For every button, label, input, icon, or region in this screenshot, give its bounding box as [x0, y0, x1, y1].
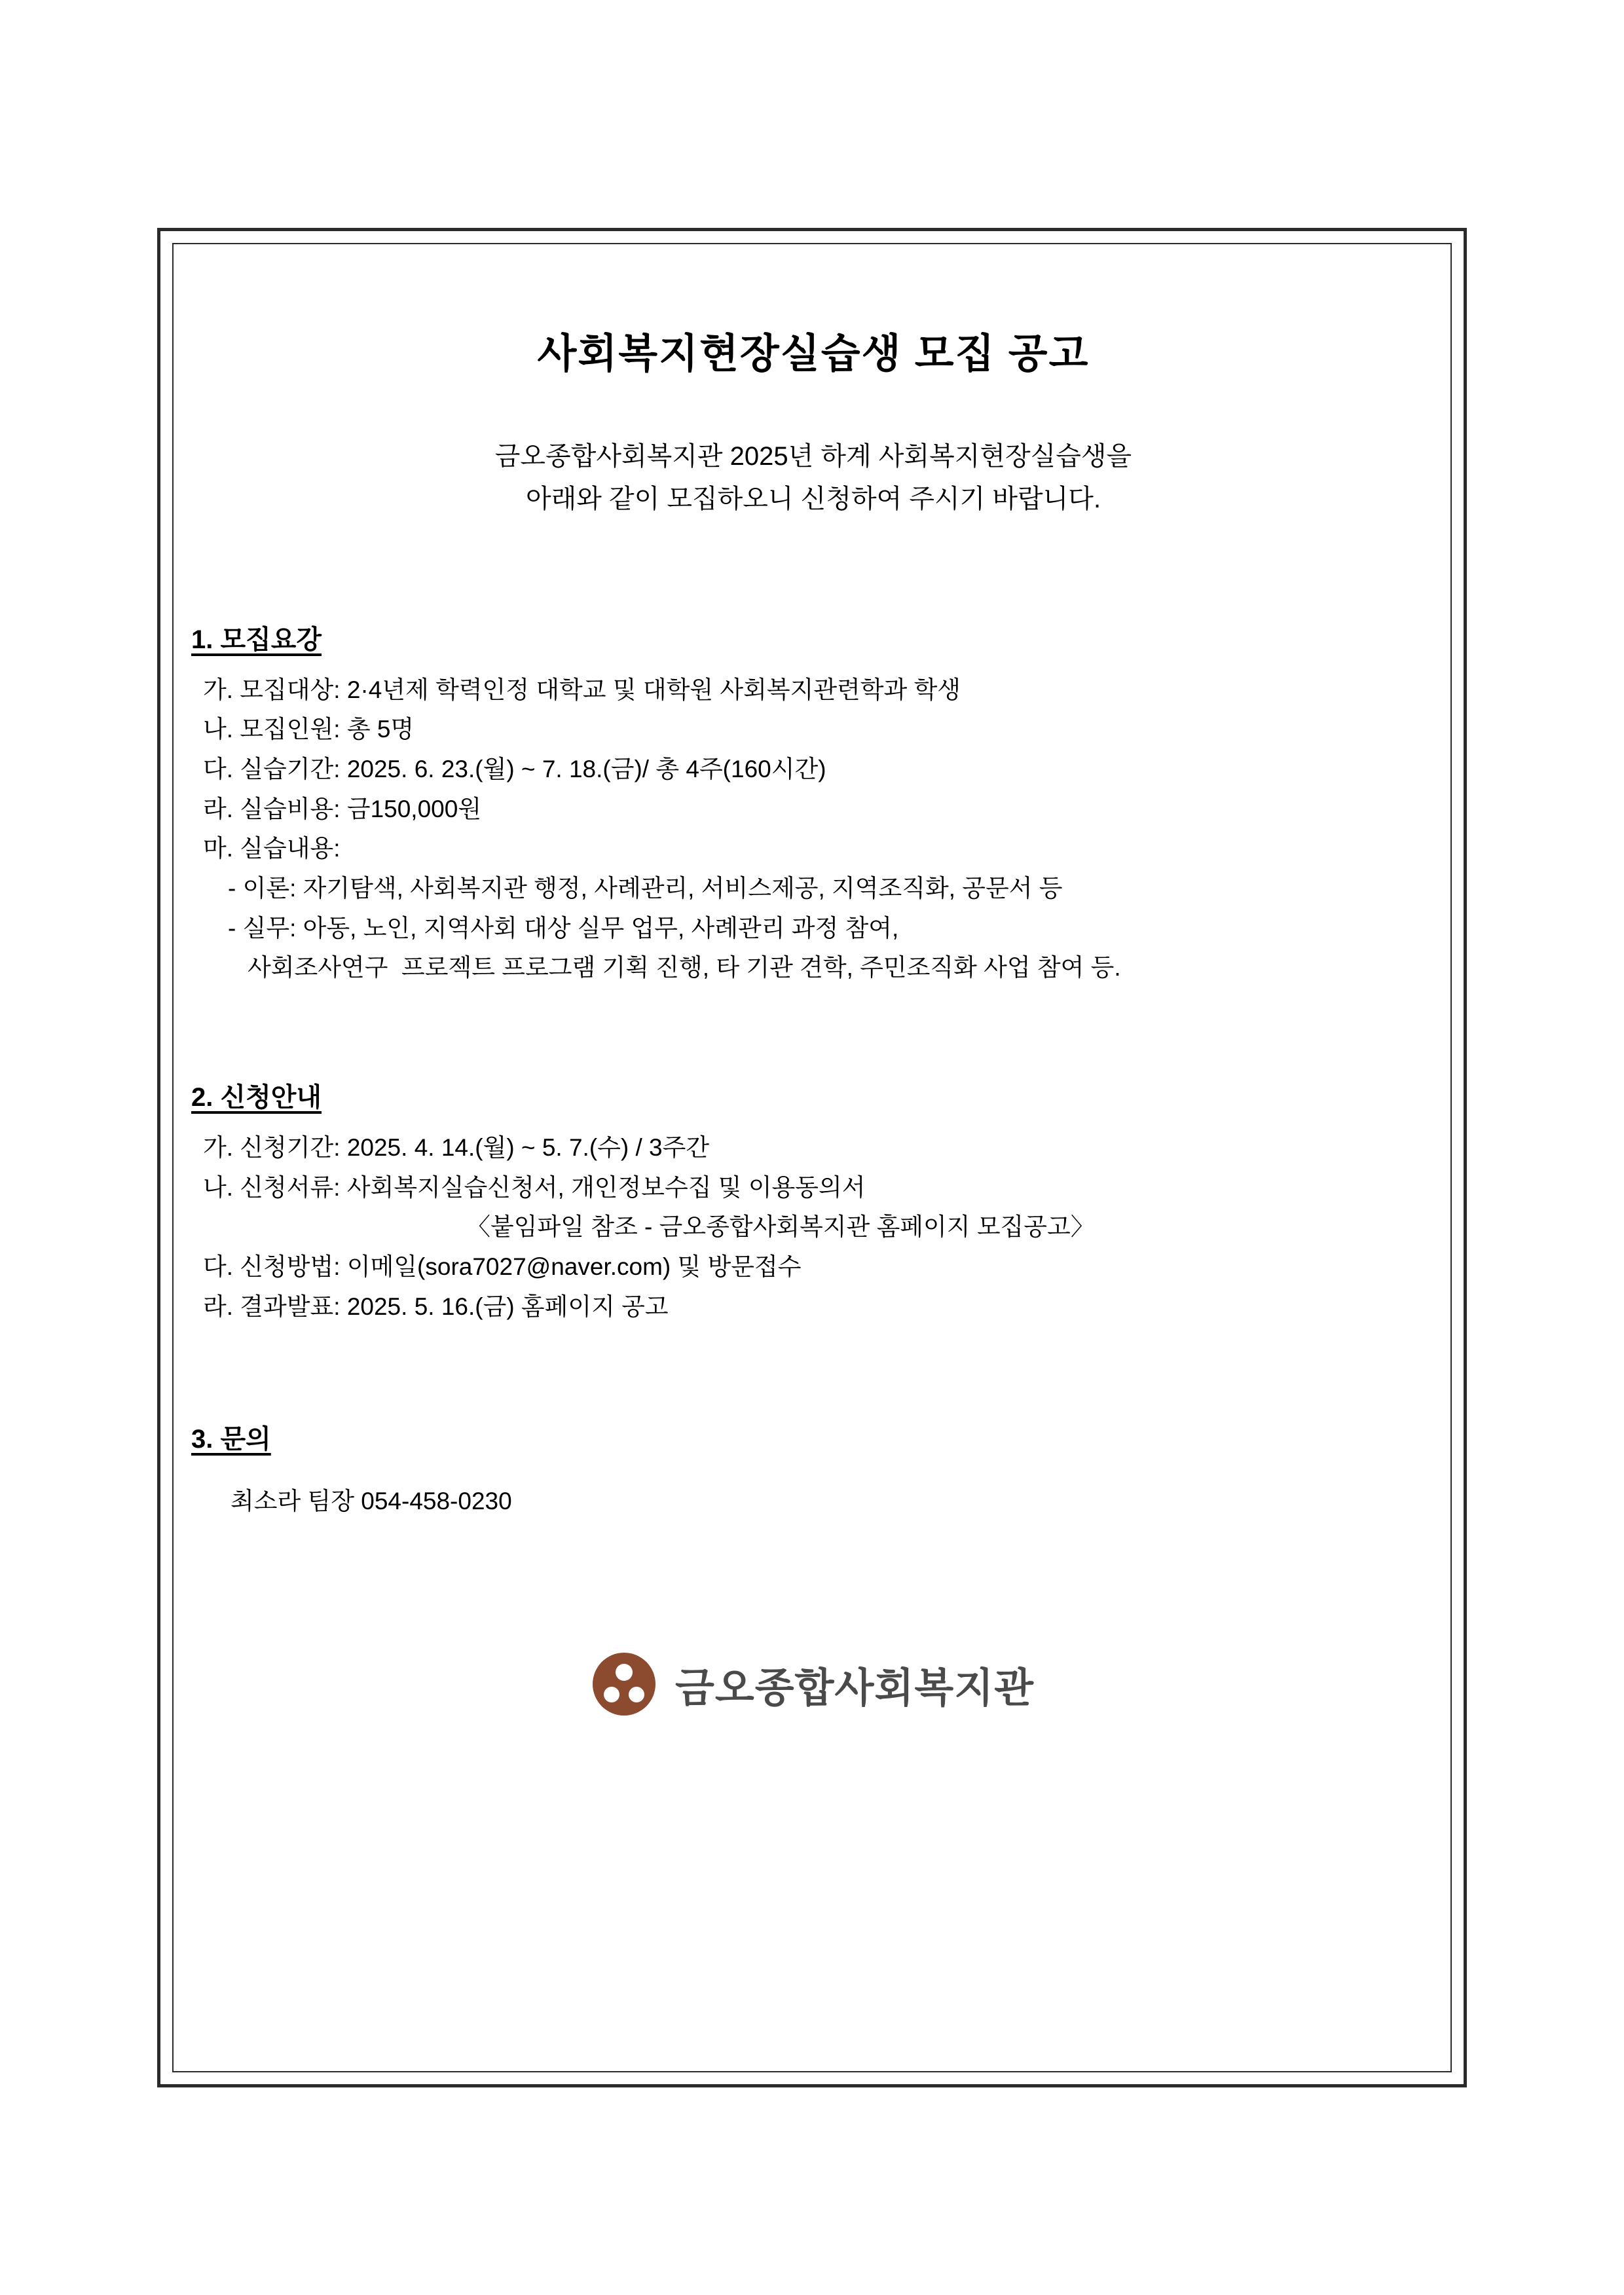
section-2-line-1: 가. 신청기간: 2025. 4. 14.(월) ~ 5. 7.(수) / 3주간 — [203, 1133, 710, 1161]
section-1-line-7: - 실무: 아동, 노인, 지역사회 대상 실무 업무, 사례관리 과정 참여, — [228, 914, 899, 942]
section-contact — [191, 1418, 1435, 1522]
section-1-line-4: 라. 실습비용: 금150,000원 — [203, 795, 482, 822]
section-1-line-5: 마. 실습내용: — [203, 835, 341, 862]
section-2-line-5: 라. 결과발표: 2025. 5. 16.(금) 홈페이지 공고 — [203, 1293, 669, 1320]
section-heading-2: 2. 신청안내 — [191, 1082, 322, 1112]
section-1-line-6: - 이론: 자기탐색, 사회복지관 행정, 사례관리, 서비스제공, 지역조직화, 공문서 등 — [228, 874, 1063, 902]
section-2-line-4: 다. 신청방법: 이메일(sora7027@naver.com) 및 방문접수 — [203, 1253, 802, 1280]
three-dots-circle-icon — [593, 1653, 655, 1716]
section-application-guide — [191, 1076, 1435, 1327]
intro-line-2: 아래와 같이 모집하오니 신청하여 주시기 바랍니다. — [525, 484, 1101, 513]
section-recruitment-details — [191, 619, 1435, 988]
logo-dot-right — [629, 1687, 644, 1702]
section-3-line-1: 최소라 팀장 054-458-0230 — [231, 1488, 512, 1515]
logo-wordmark: 금오종합사회복지관 — [674, 1665, 1035, 1711]
logo-dot-left — [604, 1687, 619, 1702]
section-heading-1: 1. 모집요강 — [191, 625, 322, 654]
organization-logo — [191, 1653, 1435, 1716]
section-2-line-2: 나. 신청서류: 사회복지실습신청서, 개인정보수집 및 이용동의서 — [203, 1173, 866, 1201]
logo-dot-top — [616, 1664, 633, 1681]
intro-paragraph — [191, 435, 1435, 521]
section-1-line-2: 나. 모집인원: 총 5명 — [203, 716, 415, 743]
section-1-line-3: 다. 실습기간: 2025. 6. 23.(월) ~ 7. 18.(금)/ 총 4주(160시간) — [203, 755, 826, 782]
section-1-line-1: 가. 모집대상: 2·4년제 학력인정 대학교 및 대학원 사회복지관련학과 학생 — [203, 676, 961, 703]
page-title: 사회복지현장실습생 모집 공고 — [537, 331, 1090, 376]
section-2-line-3: 〈붙임파일 참조 - 금오종합사회복지관 홈페이지 모집공고〉 — [466, 1213, 1095, 1241]
document-body — [191, 262, 1435, 1716]
section-heading-3: 3. 문의 — [191, 1425, 271, 1454]
section-1-line-8: 사회조사연구 프로젝트 프로그램 기획 진행, 타 기관 견학, 주민조직화 사업 참여 등. — [248, 954, 1121, 982]
intro-line-1: 금오종합사회복지관 2025년 하계 사회복지현장실습생을 — [494, 442, 1132, 471]
